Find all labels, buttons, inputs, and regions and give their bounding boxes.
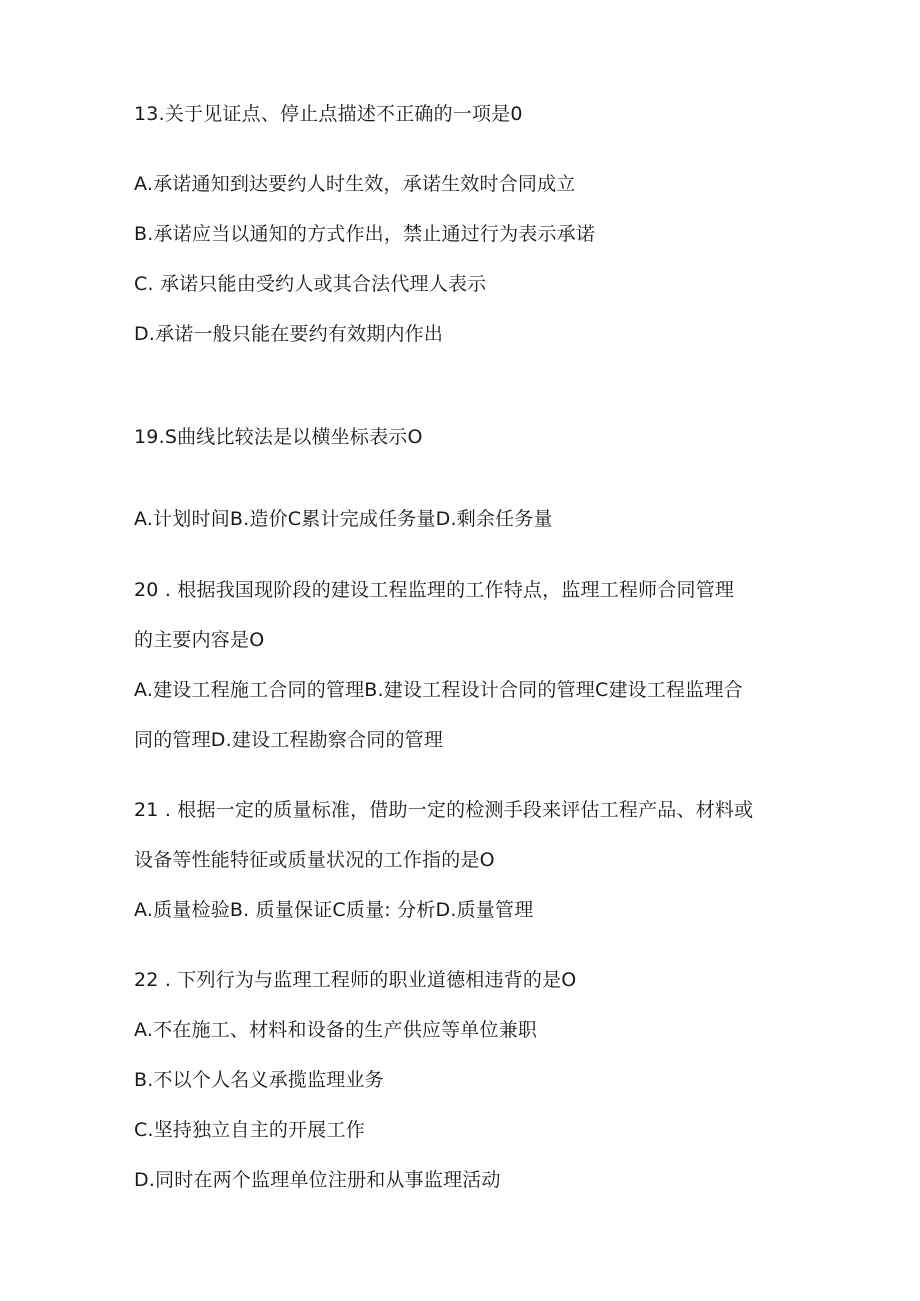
question-22-option-d: D.同时在两个监理单位注册和从事监理活动 [134,1169,501,1191]
question-13-stem: 13.关于见证点、停止点描述不正确的一项是0 [134,103,523,125]
question-20-options-line-2: 同的管理D.建设工程勘察合同的管理 [134,729,444,751]
question-13-option-b: B.承诺应当以通知的方式作出，禁止通过行为表示承诺 [134,223,596,245]
question-13-option-d: D.承诺一般只能在要约有效期内作出 [134,323,444,345]
question-22-option-a: A.不在施工、材料和设备的生产供应等单位兼职 [134,1019,538,1041]
question-13-option-c: C. 承诺只能由受约人或其合法代理人表示 [134,273,487,295]
question-20-stem-line-2: 的主要内容是O [134,629,265,651]
question-21-options: A.质量检验B. 质量保证C质量: 分析D.质量管理 [134,899,534,921]
question-19-stem: 19.S曲线比较法是以横坐标表示O [134,426,423,448]
question-20-stem-line-1: 20 . 根据我国现阶段的建设工程监理的工作特点，监理工程师合同管理 [134,579,735,601]
question-21-stem-line-1: 21 . 根据一定的质量标准，借助一定的检测手段来评估工程产品、材料或 [134,799,754,821]
question-21-stem-line-2: 设备等性能特征或质量状况的工作指的是O [134,849,495,871]
question-13-option-a: A.承诺通知到达要约人时生效，承诺生效时合同成立 [134,173,576,195]
question-22-option-c: C.坚持独立自主的开展工作 [134,1119,365,1141]
question-20-options-line-1: A.建设工程施工合同的管理B.建设工程设计合同的管理C建设工程监理合 [134,679,743,701]
question-22-option-b: B.不以个人名义承揽监理业务 [134,1069,384,1091]
question-19-options: A.计划时间B.造价C累计完成任务量D.剩余任务量 [134,508,553,530]
question-22-stem: 22 . 下列行为与监理工程师的职业道德相违背的是O [134,969,577,991]
